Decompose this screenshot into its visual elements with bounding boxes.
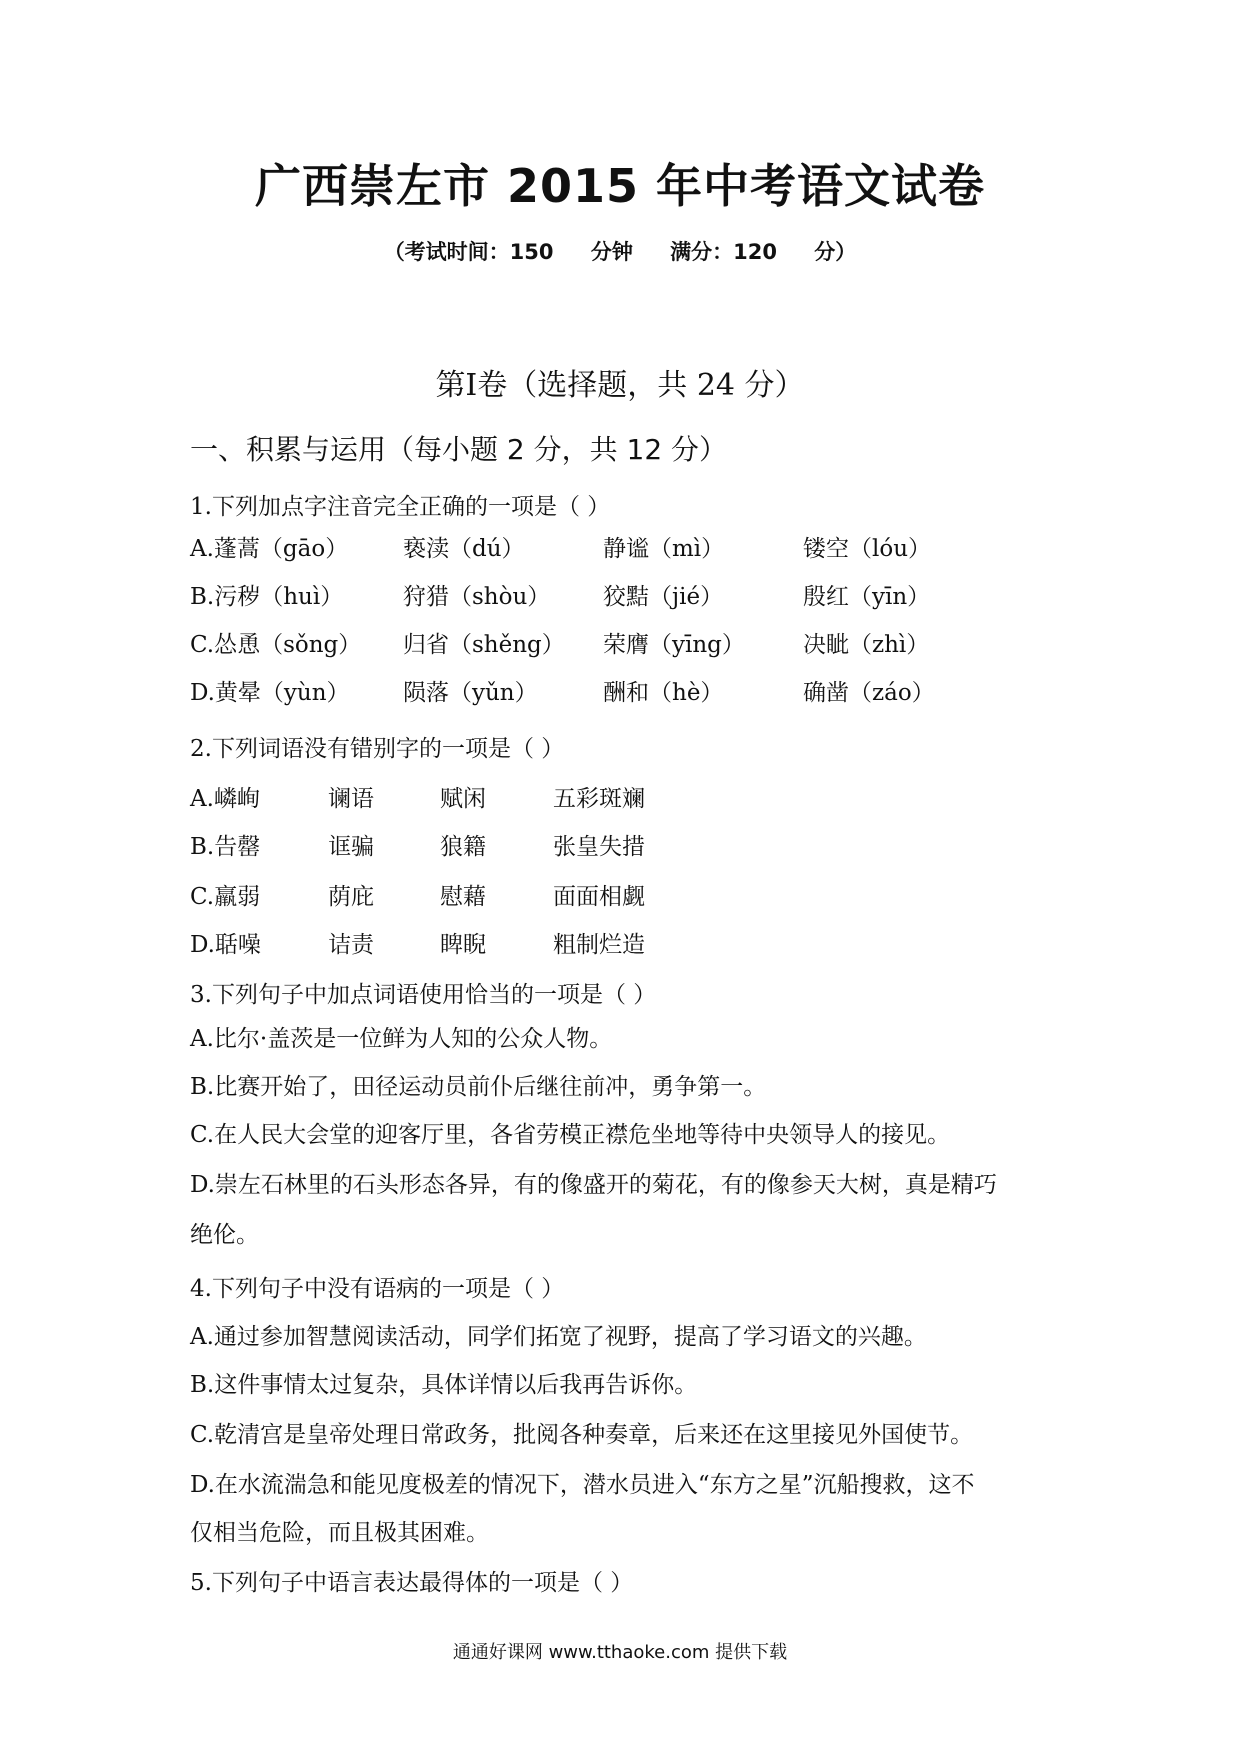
q2-option: 诘责 [328,932,374,958]
exam-info: （考试时间：150 分钟 满分：120 分） [383,240,857,264]
q3-option-d: D.崇左石林里的石头形态各异，有的像盛开的菊花，有的像参天大树，真是精巧 [190,1172,997,1198]
q3-option-a: A.比尔·盖茨是一位鲜为人知的公众人物。 [190,1026,613,1052]
q4-option-c: C.乾清宫是皇帝处理日常政务，批阅各种奏章，后来还在这里接见外国使节。 [190,1422,974,1448]
q1-option: 狡黠（jié） [603,584,724,610]
q1-option: B.污秽（huì） [190,584,344,610]
q1-option: D.黄晕（yùn） [190,680,350,706]
question-2-stem: 2.下列词语没有错别字的一项是（ ） [190,736,565,762]
q2-option: 谰语 [328,786,374,812]
q2-option: 面面相觑 [553,884,645,910]
q1-option: 确凿（záo） [803,680,935,706]
q1-option: 陨落（yǔn） [403,680,538,706]
q2-option: 荫庇 [328,884,374,910]
q1-option: C.怂恿（sǒng） [190,632,362,658]
q1-option: 酬和（hè） [603,680,724,706]
q2-option: 五彩斑斓 [553,786,645,812]
section-heading: 一、积累与运用（每小题 2 分，共 12 分） [190,433,728,466]
q1-option: 决眦（zhì） [803,632,930,658]
q3-option-c: C.在人民大会堂的迎客厅里，各省劳模正襟危坐地等待中央领导人的接见。 [190,1122,951,1148]
q4-option-b: B.这件事情太过复杂，具体详情以后我再告诉你。 [190,1372,698,1398]
q2-option: 睥睨 [440,932,486,958]
q2-option: 诓骗 [328,834,374,860]
q1-option: 狩猎（shòu） [403,584,551,610]
q1-option: 荣膺（yīng） [603,632,745,658]
q1-option: 静谧（mì） [603,536,725,562]
q1-option: 镂空（lóu） [803,536,932,562]
q3-option-d-continued: 绝伦。 [190,1222,259,1248]
question-5-stem: 5.下列句子中语言表达最得体的一项是（ ） [190,1570,634,1596]
q2-option: A.嶙峋 [190,786,260,812]
q1-option: 殷红（yīn） [803,584,931,610]
q2-option: 粗制烂造 [553,932,645,958]
volume-heading: 第Ⅰ卷（选择题，共 24 分） [435,368,805,403]
q4-option-d-continued: 仅相当危险，而且极其困难。 [190,1520,489,1546]
q2-option: C.羸弱 [190,884,261,910]
q3-option-b: B.比赛开始了，田径运动员前仆后继往前冲，勇争第一。 [190,1074,767,1100]
q2-option: D.聒噪 [190,932,261,958]
q1-option: 亵渎（dú） [403,536,525,562]
page-footer: 通通好课网 www.tthaoke.com 提供下载 [452,1642,788,1663]
q1-option: 归省（shěng） [403,632,565,658]
question-4-stem: 4.下列句子中没有语病的一项是（ ） [190,1276,565,1302]
q2-option: 狼籍 [440,834,486,860]
q2-option: 张皇失措 [553,834,645,860]
q1-option: A.蓬蒿（gāo） [190,536,349,562]
question-3-stem: 3.下列句子中加点词语使用恰当的一项是（ ） [190,982,657,1008]
q4-option-a: A.通过参加智慧阅读活动，同学们拓宽了视野，提高了学习语文的兴趣。 [190,1324,927,1350]
page-title: 广西崇左市 2015 年中考语文试卷 [254,159,986,213]
q2-option: B.告罄 [190,834,261,860]
q4-option-d: D.在水流湍急和能见度极差的情况下，潜水员进入“东方之星”沉船搜救，这不 [190,1472,975,1498]
question-1-stem: 1.下列加点字注音完全正确的一项是（ ） [190,494,611,520]
q2-option: 慰藉 [440,884,486,910]
q2-option: 赋闲 [440,786,486,812]
